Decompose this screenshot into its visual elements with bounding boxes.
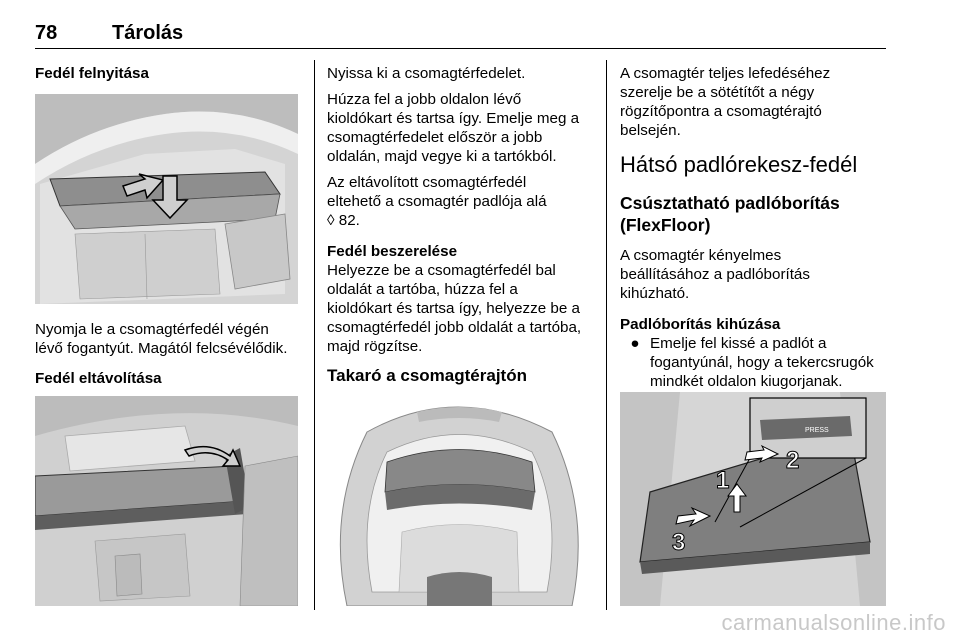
text-line: beállításához a padlóborítás — [620, 266, 810, 283]
heading-flexfloor — [620, 192, 890, 236]
paragraph-lift-lever — [327, 90, 597, 166]
paragraph-storage — [327, 173, 597, 230]
bullet-text — [650, 334, 874, 391]
figure-cover-open — [35, 94, 298, 304]
heading-cover-open: Fedél felnyitása — [35, 65, 149, 82]
column-1 — [35, 64, 300, 83]
text-line: oldalán, majd vegye ki a tartókból. — [327, 148, 557, 165]
column-divider-2 — [606, 60, 607, 610]
text-line: Helyezze be a csomagtérfedél bal — [327, 262, 556, 279]
column-2 — [327, 64, 597, 397]
text-line: csomagtérfedelet először a jobb — [327, 129, 543, 146]
paragraph-flexfloor — [620, 246, 890, 303]
text-line: rögzítőpontra a csomagtérajtó — [620, 103, 822, 120]
text-line: (FlexFloor) — [620, 215, 711, 235]
figure-label-2: 2 — [786, 447, 800, 474]
text-line: Emelje fel kissé a padlót a — [650, 335, 827, 352]
text-line: kioldókart és tartsa így, helyezze be a — [327, 300, 580, 317]
text-line: mindkét oldalon kiugorjanak. — [650, 373, 843, 390]
text-line: belsején. — [620, 122, 681, 139]
page-header — [0, 0, 960, 52]
text-line: kioldókart és tartsa így. Emelje meg a — [327, 110, 580, 127]
text-line: majd rögzítse. — [327, 338, 423, 355]
figure-cover-remove — [35, 396, 298, 606]
bullet-item — [620, 334, 890, 391]
text-line: csomagtérfedél jobb oldalát a tartóba, — [327, 319, 582, 336]
text-line: kihúzható. — [620, 285, 690, 302]
text-line: A csomagtér kényelmes — [620, 247, 782, 264]
text-line: Az eltávolított csomagtérfedél — [327, 174, 527, 191]
section-title: Tárolás — [112, 22, 184, 44]
text-line: szerelje be a sötétítőt a négy — [620, 84, 815, 101]
figure-tailgate-cover — [327, 392, 591, 606]
heading-tailgate-cover: Takaró a csomagtérajtón — [327, 366, 527, 385]
heading-cover-install: Fedél beszerelése — [327, 243, 458, 260]
paragraph-open-cover: Nyissa ki a csomagtérfedelet. — [327, 65, 526, 82]
text-line: A csomagtér teljes lefedéséhez — [620, 65, 831, 82]
header-rule — [35, 48, 886, 49]
heading-cover-remove: Fedél eltávolítása — [35, 370, 162, 387]
heading-rear-floor-cover: Hátsó padlórekesz-fedél — [620, 152, 858, 177]
paragraph-cover-open — [35, 320, 300, 358]
text-line: Nyomja le a csomagtérfedél végén — [35, 321, 269, 338]
page-number: 78 — [35, 22, 58, 44]
page-reference[interactable]: ◊ 82. — [327, 212, 360, 229]
text-line: fogantyúnál, hogy a tekercsrugók — [650, 354, 874, 371]
column-3 — [620, 64, 890, 391]
text-line: Húzza fel a jobb oldalon lévő — [327, 91, 522, 108]
heading-pull-out: Padlóborítás kihúzása — [620, 316, 781, 333]
text-line: eltehető a csomagtér padlója alá — [327, 193, 547, 210]
figure-label-1: 1 — [716, 467, 730, 494]
figure-flexfloor — [620, 392, 886, 606]
text-line: Csúsztatható padlóborítás — [620, 193, 840, 213]
text-line: lévő fogantyút. Magától felcsévélődik. — [35, 340, 288, 357]
bullet-icon: ● — [630, 335, 640, 352]
column-1-text — [35, 320, 300, 388]
figure-label-3: 3 — [672, 529, 686, 556]
press-label: PRESS — [805, 427, 829, 434]
paragraph-install — [327, 261, 597, 356]
watermark: carmanualsonline.info — [721, 610, 946, 635]
text-line: oldalát a tartóba, húzza fel a — [327, 281, 518, 298]
reference-arrow-icon: ◊ — [327, 212, 335, 229]
column-divider-1 — [314, 60, 315, 610]
paragraph-full-cover — [620, 64, 890, 140]
